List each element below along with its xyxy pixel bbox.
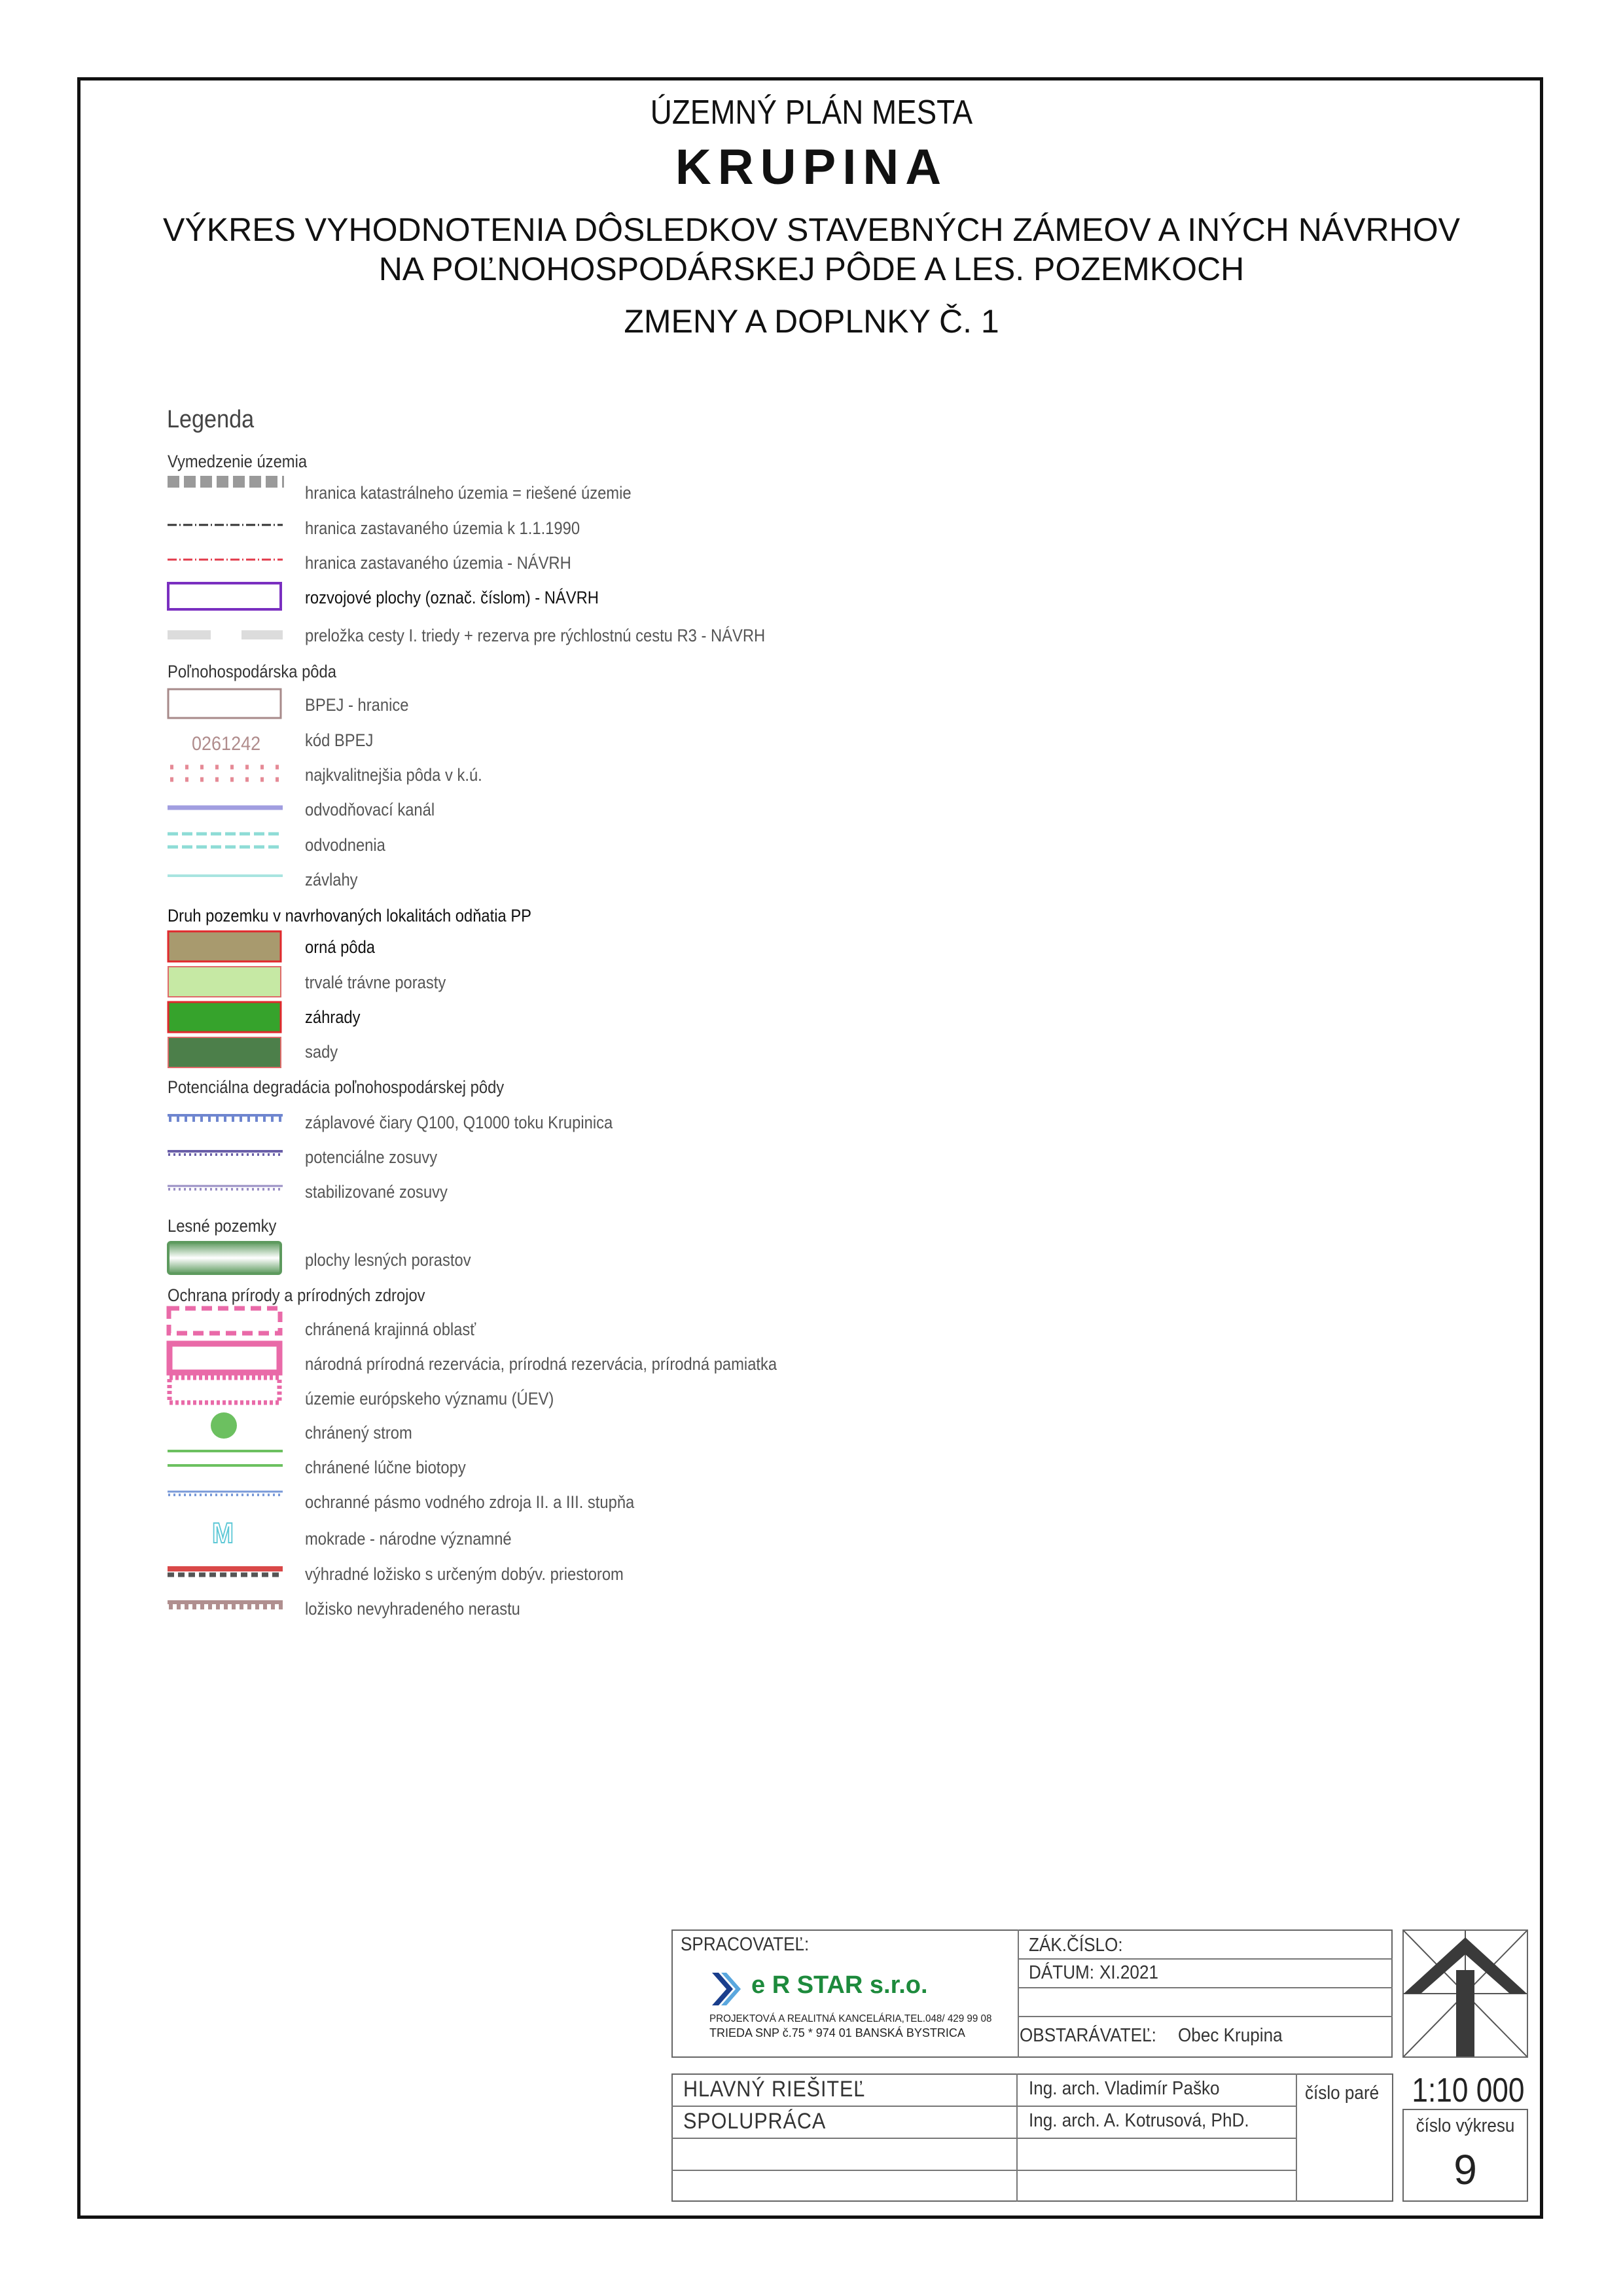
copy-number-label: číslo paré xyxy=(1305,2083,1380,2104)
client-value: Obec Krupina xyxy=(1178,2025,1283,2046)
titleblock-rule xyxy=(671,2106,1296,2107)
legend-item-orna: orná pôda xyxy=(305,937,376,957)
titleblock-rule xyxy=(1018,2016,1393,2017)
architect-logo-box xyxy=(1402,1929,1528,2058)
orchards-swatch xyxy=(166,1035,284,1071)
legend-item-zavlahy: závlahy xyxy=(305,870,358,889)
legend-item-biotopy: chránené lúčne biotopy xyxy=(305,1458,466,1477)
legend-item-hranica-kat: hranica katastrálneho územia = riešené územie xyxy=(305,483,632,503)
legend-item-rezervacia: národná prírodná rezervácia, prírodná rezervácia, prírodná pamiatka xyxy=(305,1354,777,1374)
legend-item-lozisko-vyhradne: výhradné ložisko s určeným dobýv. priestorom xyxy=(305,1564,624,1584)
cooperation-value: Ing. arch. A. Kotrusová, PhD. xyxy=(1029,2110,1249,2131)
bpej-boundary-symbol xyxy=(166,687,284,721)
best-soil-symbol xyxy=(166,763,284,784)
legend-item-zosuvy-stab: stabilizované zosuvy xyxy=(305,1182,448,1202)
chief-designer-value: Ing. arch. Vladimír Paško xyxy=(1029,2078,1220,2099)
city-title: KRUPINA xyxy=(675,139,948,195)
company-name: e R STAR s.r.o. xyxy=(751,1971,928,1999)
amendment-subtitle: ZMENY A DOPLNKY Č. 1 xyxy=(624,303,999,340)
legend-item-uev: územie európskeho významu (ÚEV) xyxy=(305,1389,554,1408)
gardens-swatch xyxy=(166,1000,284,1035)
legend-item-strom: chránený strom xyxy=(305,1423,412,1443)
flood-line-symbol xyxy=(166,1113,284,1126)
date-label: DÁTUM: xyxy=(1029,1962,1095,1983)
drawing-title-line2: NA POĽNOHOSPODÁRSKEJ PÔDE A LES. POZEMKOCH xyxy=(378,251,1245,287)
drawing-title-line1: VÝKRES VYHODNOTENIA DÔSLEDKOV STAVEBNÝCH ZÁMEOV A INÝCH NÁVRHOV xyxy=(163,211,1460,248)
legend-item-zaplavove: záplavové čiary Q100, Q1000 toku Krupinica xyxy=(305,1113,613,1132)
stabilized-landslide-symbol xyxy=(166,1183,284,1193)
scale-value: 1:10 000 xyxy=(1412,2072,1525,2109)
built-up-1990-boundary-symbol xyxy=(166,521,284,529)
irrigation-symbol xyxy=(166,872,284,879)
legend-item-bpej-hranice: BPEJ - hranice xyxy=(305,695,409,715)
development-areas-symbol xyxy=(166,581,284,613)
chief-designer-label: HLAVNÝ RIEŠITEĽ xyxy=(683,2077,866,2102)
legend-section-druh: Druh pozemku v navrhovaných lokalitách odňatia PP xyxy=(168,906,532,925)
nature-reserve-symbol xyxy=(166,1340,284,1376)
legend-section-vymedzenie: Vymedzenie územia xyxy=(168,452,308,471)
reserved-deposit-symbol xyxy=(166,1564,284,1578)
legend-item-rozvojove: rozvojové plochy (označ. číslom) - NÁVRH xyxy=(305,588,599,607)
drawing-frame xyxy=(77,77,1543,2219)
legend-section-degradacia: Potenciálna degradácia poľnohospodárskej pôdy xyxy=(168,1077,505,1097)
european-site-symbol xyxy=(166,1374,284,1406)
company-address-line1: PROJEKTOVÁ A REALITNÁ KANCELÁRIA,TEL.048/ 429 99 08 xyxy=(709,2013,992,2024)
grassland-swatch xyxy=(166,965,284,1000)
cooperation-label: SPOLUPRÁCA xyxy=(683,2109,827,2134)
drawing-number-label: číslo výkresu xyxy=(1416,2115,1515,2136)
plan-type-heading: ÚZEMNÝ PLÁN MESTA xyxy=(650,94,973,132)
legend-item-najkval: najkvalitnejšia pôda v k.ú. xyxy=(305,765,482,785)
client-label: OBSTARÁVATEĽ: xyxy=(1020,2025,1156,2046)
meadow-biotopes-symbol xyxy=(166,1448,284,1469)
drainage-symbol xyxy=(166,830,284,852)
legend-item-zosuvy-pot: potenciálne zosuvy xyxy=(305,1147,438,1167)
built-up-proposal-boundary-symbol xyxy=(166,556,284,564)
date-value: XI.2021 xyxy=(1099,1962,1158,1983)
road-relocation-symbol xyxy=(166,629,284,641)
titleblock-rule xyxy=(1018,1987,1393,1988)
legend-item-pasmo: ochranné pásmo vodného zdroja II. a III. stupňa xyxy=(305,1492,635,1512)
company-address-line2: TRIEDA SNP č.75 * 974 01 BANSKÁ BYSTRICA xyxy=(709,2026,965,2039)
water-source-zone-symbol xyxy=(166,1490,284,1499)
drainage-canal-symbol xyxy=(166,804,284,812)
titleblock-divider xyxy=(1018,1929,1019,2058)
legend-item-hranica-1990: hranica zastavaného územia k 1.1.1990 xyxy=(305,518,580,538)
legend-item-lesne-porasty: plochy lesných porastov xyxy=(305,1250,471,1270)
titleblock-rule xyxy=(671,2138,1296,2139)
legend-item-lozisko-nevyhr: ložisko nevyhradeného nerastu xyxy=(305,1599,520,1619)
legend-item-sady: sady xyxy=(305,1042,338,1062)
wetlands-letter-icon: M xyxy=(212,1517,234,1549)
cadastral-boundary-symbol xyxy=(166,475,284,488)
legend-item-chko: chránená krajinná oblasť xyxy=(305,1319,476,1339)
drawing-number: 9 xyxy=(1454,2146,1477,2193)
job-number-label: ZÁK.ČÍSLO: xyxy=(1029,1935,1123,1956)
legend-item-odvodnenia: odvodnenia xyxy=(305,835,385,855)
titleblock-rule xyxy=(1018,1958,1393,1960)
company-logo-icon xyxy=(707,1970,746,2011)
potential-landslide-symbol xyxy=(166,1149,284,1158)
protected-tree-symbol xyxy=(166,1411,284,1440)
legend-item-zahrady: záhrady xyxy=(305,1007,361,1027)
legend-title: Legenda xyxy=(167,406,255,433)
legend-item-kanal: odvodňovací kanál xyxy=(305,800,435,819)
spracovatel-label: SPRACOVATEĽ: xyxy=(681,1934,810,1955)
titleblock-rule xyxy=(671,2170,1296,2171)
legend-item-ttp: trvalé trávne porasty xyxy=(305,973,446,992)
legend-item-hranica-navrh: hranica zastavaného územia - NÁVRH xyxy=(305,553,571,573)
bpej-code-sample: 0261242 xyxy=(192,733,261,755)
legend-item-prelozka: preložka cesty I. triedy + rezerva pre rýchlostnú cestu R3 - NÁVRH xyxy=(305,626,766,645)
legend-item-mokrade: mokrade - národne významné xyxy=(305,1529,512,1549)
arable-land-swatch xyxy=(166,929,284,965)
legend-section-pp: Poľnohospodárska pôda xyxy=(168,662,336,681)
forest-areas-symbol xyxy=(166,1240,284,1277)
legend-section-ochrana: Ochrana prírody a prírodných zdrojov xyxy=(168,1285,425,1305)
protected-landscape-area-symbol xyxy=(166,1306,284,1336)
unreserved-deposit-symbol xyxy=(166,1599,284,1611)
legend-item-bpej-kod: kód BPEJ xyxy=(305,730,374,750)
titleblock-divider xyxy=(1296,2073,1297,2202)
legend-section-lesne: Lesné pozemky xyxy=(168,1216,277,1236)
